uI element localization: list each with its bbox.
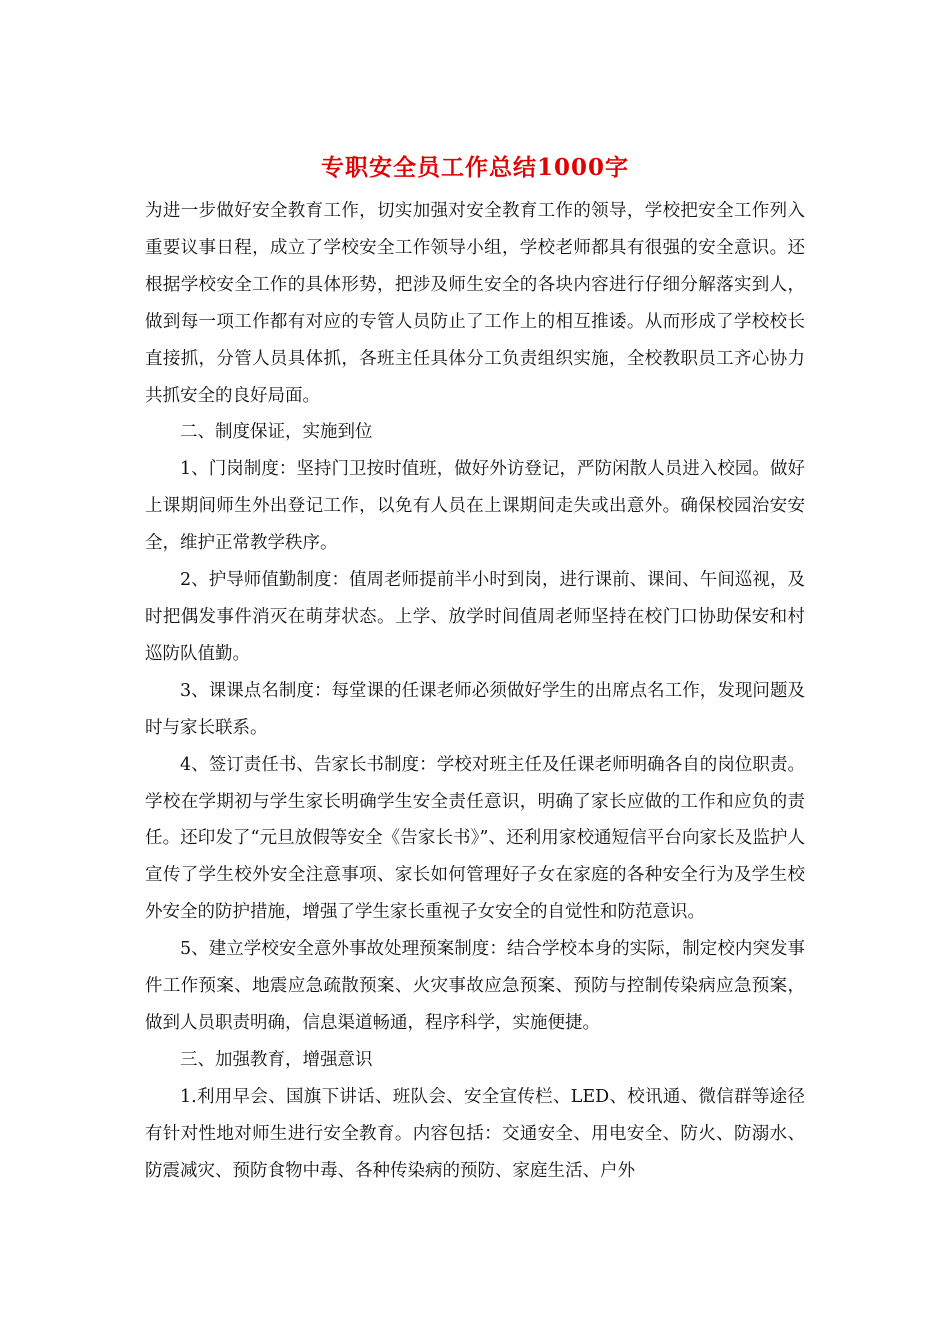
intro-paragraph: 为进一步做好安全教育工作，切实加强对安全教育工作的领导，学校把安全工作列入重要议事日程，成立了学校安全工作领导小组，学校老师都具有很强的安全意识。还根据学校安全工作的具体形势，把涉及师生安全的各块内容进行仔细分解落实到人，做到每一项工作都有对应的专管人员防止了工作上的相互推诿。从而形成了学校校长直接抓，分管人员具体抓，各班主任具体分工负责组织实施，全校教职员工齐心协力共抓安全的良好局面。 xyxy=(145,201,805,406)
body-paragraph: 3、课课点名制度：每堂课的任课老师必须做好学生的出席点名工作，发现问题及时与家长联系。 xyxy=(145,680,805,738)
section-heading-2: 二、制度保证，实施到位 xyxy=(180,422,373,443)
body-paragraph: 2、护导师值勤制度：值周老师提前半小时到岗，进行课前、课间、午间巡视，及时把偶发事件消灭在萌芽状态。上学、放学时间值周老师坚持在校门口协助保安和村巡防队值勤。 xyxy=(145,570,805,664)
section-heading-3: 三、加强教育，增强意识 xyxy=(180,1049,373,1070)
document-title: 专职安全员工作总结1000字 xyxy=(320,154,629,181)
body-paragraph: 5、建立学校安全意外事故处理预案制度：结合学校本身的实际，制定校内突发事件工作预案、地震应急疏散预案、火灾事故应急预案、预防与控制传染病应急预案，做到人员职责明确，信息渠道畅通，程序科学，实施便捷。 xyxy=(145,939,805,1033)
body-paragraph: 1、门岗制度：坚持门卫按时值班，做好外访登记，严防闲散人员进入校园。做好上课期间师生外出登记工作，以免有人员在上课期间走失或出意外。确保校园治安安全，维护正常教学秩序。 xyxy=(145,459,805,554)
body-paragraph: 4、签订责任书、告家长书制度：学校对班主任及任课老师明确各自的岗位职责。学校在学期初与学生家长明确学生安全责任意识，明确了家长应做的工作和应负的责任。还印发了“元旦放假等安全《告家长书》”、还利用家校通短信平台向家长及监护人宣传了学生校外安全注意事项、家长如何管理好子女在家庭的各种安全行为及学生校外安全的防护措施，增强了学生家长重视子女安全的自觉性和防范意识。 xyxy=(145,754,805,923)
document-body xyxy=(145,193,805,1189)
body-paragraph: 1.利用早会、国旗下讲话、班队会、安全宣传栏、LED、校讯通、微信群等途径有针对性地对师生进行安全教育。内容包括：交通安全、用电安全、防火、防溺水、防震减灾、预防食物中毒、各种传染病的预防、家庭生活、户外 xyxy=(145,1086,805,1181)
